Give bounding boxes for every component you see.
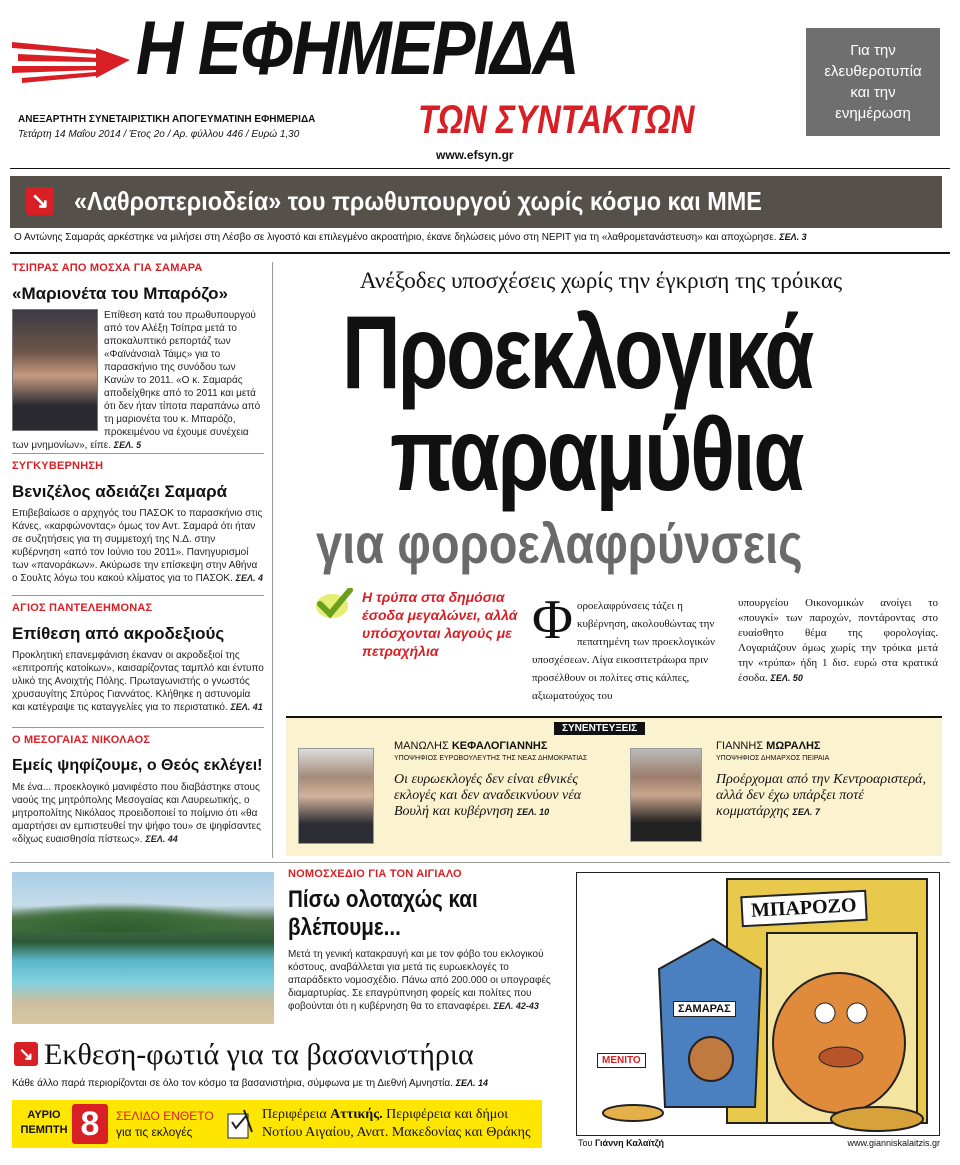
story-page-ref: ΣΕΛ. 14 — [455, 1078, 489, 1088]
pen-nib-logo-icon — [12, 36, 132, 84]
insert-region-suffix: Περιφέρεια και δήμοι — [382, 1107, 509, 1122]
story-body — [12, 781, 264, 846]
column-divider — [272, 262, 273, 858]
insert-label-line1: ΣΕΛΙΔΟ ΕΝΘΕΤΟ — [116, 1109, 214, 1123]
lead-headline-line1: Προεκλογικά — [342, 295, 813, 411]
insert-number-badge — [72, 1104, 108, 1144]
cartoon-sign-menito: ΜΕΝΙΤΟ — [597, 1053, 646, 1068]
story-body-text: Μετά τη γενική κατακραυγή και με τον φόβο του εκλογικού κόστους, αναβάλλεται για μετά τις ευρωεκλογές το απαράδεκτο νομοσχέδιο. Πάνω από 200.000 οι υπογραφές διαμαρτυρίας. Σε επαγρύπνηση φορείς και πολίτες που φοβούνται ότι η κυβέρνηση θα το επαναφέρει. — [288, 949, 551, 1012]
insert-day-name: ΠΕΜΠΤΗ — [20, 1124, 68, 1136]
story-aigialo[interactable] — [288, 868, 554, 1013]
slogan-box — [806, 28, 940, 136]
story-agios-panteleimonas[interactable] — [12, 596, 264, 728]
checkmark-icon — [314, 588, 354, 620]
story-page-ref: ΣΕΛ. 5 — [113, 440, 142, 450]
story-page-ref: ΣΕΛ. 44 — [145, 834, 178, 844]
story-kicker: ΑΓΙΟΣ ΠΑΝΤΕΛΕΗΜΟΝΑΣ — [12, 602, 153, 614]
interviewee-role: ΥΠΟΨΗΦΙΟΣ ΕΥΡΩΒΟΥΛΕΥΤΗΣ ΤΗΣ ΝΕΑΣ ΔΗΜΟΚΡΑΤΙΑΣ — [394, 755, 588, 762]
lead-headline-line2: παραμύθια — [390, 397, 803, 513]
arrow-icon: ↘ — [14, 1042, 38, 1066]
banner-subtext-body: Ο Αντώνης Σαμαράς αρκέστηκε να μιλήσει στη Λέσβο σε λιγοστό και επιλεγμένο ακροατήριο, έκανε δηλώσεις μόνο στη ΝΕΡΙΤ για τη «λαθρομετανάστευση» και αποχώρησε. — [14, 232, 777, 243]
story-kicker: ΣΥΓΚΥΒΕΡΝΗΣΗ — [12, 460, 104, 472]
banner-divider — [10, 252, 950, 254]
interview-quote — [394, 772, 614, 820]
banner-headline: «Λαθροπεριοδεία» του πρωθυπουργού χωρίς κόσμο και ΜΜΕ — [74, 186, 762, 216]
insert-regions — [262, 1106, 542, 1142]
insert-number: 8 — [80, 1105, 100, 1143]
story-body — [12, 649, 264, 714]
top-banner[interactable] — [10, 176, 942, 228]
left-column — [12, 262, 264, 846]
interviewee-name — [716, 740, 821, 752]
interviewee-first-name: ΓΙΑΝΝΗΣ — [716, 740, 764, 752]
story-body-text: Κάθε άλλο παρά περιορίζονται σε όλο τον κόσμο τα βασανιστήρια, σύμφωνα με τη Διεθνή Αμνηστία. — [12, 1078, 453, 1089]
interview-quote — [716, 772, 934, 820]
story-venizelos[interactable] — [12, 454, 264, 596]
insert-regions-line2 — [262, 1124, 542, 1142]
interview-kefalogiannis[interactable] — [298, 734, 618, 854]
story-body — [288, 948, 554, 1013]
masthead-subtitle-title: ΤΩΝ ΣΥΝΤΑΚΤΩΝ — [418, 98, 695, 142]
kefalogiannis-photo — [298, 748, 374, 844]
story-headline: Εμείς ψηφίζουμε, ο Θεός εκλέγει! — [12, 757, 263, 774]
insert-day-label: ΑΥΡΙΟ — [27, 1109, 61, 1121]
insert-region-and: και — [461, 1125, 487, 1140]
story-kicker: ΝΟΜΟΣΧΕΔΙΟ ΓΙΑ ΤΟΝ ΑΙΓΙΑΛΟ — [288, 868, 462, 880]
lead-text-col2 — [738, 596, 938, 686]
insert-region-south-aegean: Νοτίου Αιγαίου, Ανατ. Μακεδονίας — [262, 1125, 462, 1140]
story-body-text: Προκλητική επανεμφάνιση έκαναν οι ακροδεξιοί της «επιτροπής κατοίκων», καισαρίζοντας ταμπλό και έντυπο υλικό της Ανοιχτής Πόλης. Πρωταγωνιστής ο γνωστός χρυσαυγίτης Σπύρος Γιαννάτος. Κλήθηκε η αστυνομία και κατέγραψε τις καταγγελίες για το περιστατικό. — [12, 650, 264, 713]
masthead — [0, 0, 960, 170]
story-body — [12, 507, 264, 585]
lead-text-col1 — [532, 589, 728, 704]
interviewee-name — [394, 740, 547, 752]
beach-photo — [12, 872, 274, 1024]
story-tsipras[interactable] — [12, 262, 264, 454]
story-headline: Πίσω ολοταχώς και βλέπουμε... — [288, 886, 478, 941]
interview-quote-text: Οι ευρωεκλογές δεν είναι εθνικές εκλογές και δεν αναδεικνύουν νέα Βουλή και κυβέρνηση — [394, 772, 582, 819]
interview-page-ref: ΣΕΛ. 7 — [792, 807, 820, 817]
lead-story[interactable] — [286, 262, 946, 712]
masthead-title: Η ΕΦΗΜΕΡΙΔΑ — [136, 6, 578, 91]
tsipras-photo — [12, 309, 98, 431]
lead-page-ref: ΣΕΛ. 50 — [770, 673, 803, 683]
ballot-icon — [226, 1108, 254, 1140]
cartoon-sign-barroso: ΜΠΑΡΟΖΟ — [740, 890, 867, 928]
insert-strip[interactable] — [12, 1100, 542, 1148]
lead-kicker: Ανέξοδες υποσχέσεις χωρίς την έγκριση της τρόικας — [359, 268, 843, 293]
lower-divider — [10, 862, 950, 863]
insert-day — [18, 1108, 70, 1138]
interviewee-first-name: ΜΑΝΩΛΗΣ — [394, 740, 449, 752]
masthead-website[interactable]: www.efsyn.gr — [436, 148, 514, 162]
lead-dropcap: Φ — [532, 589, 573, 651]
cartoon-credit-prefix: Του — [578, 1138, 595, 1148]
insert-region-thrace: Θράκης — [486, 1125, 531, 1140]
interview-moralis[interactable] — [630, 734, 940, 854]
cartoon-website[interactable]: www.gianniskalaitzis.gr — [847, 1138, 940, 1148]
story-kicker: ΤΣΙΠΡΑΣ ΑΠΟ ΜΟΣΧΑ ΓΙΑ ΣΑΜΑΡΑ — [12, 262, 203, 274]
arrow-icon: ↘ — [26, 187, 54, 215]
interview-quote-text: Προέρχομαι από την Κεντροαριστερά, αλλά δεν έχω υπάρξει ποτέ κομματάρχης — [716, 772, 926, 819]
cartoon-sign-samaras: ΣΑΜΑΡΑΣ — [673, 1001, 736, 1017]
banner-subtext — [14, 232, 944, 243]
story-body-text: Επίθεση κατά του πρωθυπουργού από τον Αλέξη Τσίπρα μετά το αποκαλυπτικό ρεπορτάζ των «Φαϊνάνσιαλ Τάιμς» για το παρασκήνιο της συνόδου των Κανών το 2011. «Ο κ. Σαμαράς αποδείχθηκε από το 2011 και μετά ότι δεν ήταν τίποτα παραπάνω από τη μαριονέτα του κ. Μπαρόζο, προκειμένου να έχουμε συνέχεια των μνημονίων», είπε. — [12, 310, 261, 451]
interviewee-last-name: ΚΕΦΑΛΟΓΙΑΝΝΗΣ — [451, 740, 548, 752]
banner-page-ref: ΣΕΛ. 3 — [779, 232, 807, 242]
insert-region-attica: Αττικής. — [330, 1107, 383, 1122]
story-body — [12, 1078, 564, 1089]
story-headline: Βενιζέλος αδειάζει Σαμαρά — [12, 482, 228, 501]
story-headline: Επίθεση από ακροδεξιούς — [12, 624, 225, 643]
masthead-tagline: ΑΝΕΞΑΡΤΗΤΗ ΣΥΝΕΤΑΙΡΙΣΤΙΚΗ ΑΠΟΓΕΥΜΑΤΙΝΗ ΕΦΗΜΕΡΙΔΑ — [18, 114, 316, 125]
lead-callout: Η τρύπα στα δημόσια έσοδα μεγαλώνει, αλλά υπόσχονται λαγούς με πετραχήλια — [362, 589, 518, 659]
story-page-ref: ΣΕΛ. 42-43 — [493, 1001, 539, 1011]
cartoon-credit — [578, 1138, 940, 1148]
interview-page-ref: ΣΕΛ. 10 — [516, 807, 550, 817]
story-page-ref: ΣΕΛ. 4 — [235, 573, 263, 583]
story-page-ref: ΣΕΛ. 41 — [230, 702, 263, 712]
cartoon-credit-name: Γιάννη Καλαϊτζή — [594, 1138, 665, 1148]
slogan-text: Για την ελευθεροτυπία και την ενημέρωση — [824, 42, 922, 122]
insert-regions-line1 — [262, 1106, 542, 1124]
story-kicker: Ο ΜΕΣΟΓΑΙΑΣ ΝΙΚΟΛΑΟΣ — [12, 734, 151, 746]
cartoon — [576, 872, 940, 1136]
interviews-label: ΣΥΝΕΝΤΕΥΞΕΙΣ — [554, 722, 645, 735]
lead-text-col1-body: οροελαφρύνσεις τάζει η κυβέρνηση, ακολουθώντας την πεπατημένη των προεκλογικών υποσχέσεων. Λίγα εικοσιτετράωρα πριν προσέλθουν οι πολίτες στις κάλπες, αξιωματούχος του — [532, 600, 715, 702]
lead-headline-line3: για φοροελαφρύνσεις — [316, 512, 803, 575]
interviews-box — [286, 716, 942, 856]
story-headline: «Μαριονέτα του Μπαρόζο» — [12, 284, 228, 303]
story-mesogaias[interactable] — [12, 728, 264, 846]
insert-label-line2: για τις εκλογές — [116, 1125, 193, 1139]
insert-region-prefix: Περιφέρεια — [262, 1107, 331, 1122]
insert-label — [116, 1108, 214, 1140]
story-headline: Εκθεση-φωτιά για τα βασανιστήρια — [44, 1038, 474, 1071]
masthead-divider — [10, 168, 950, 169]
story-body-text: Επιβεβαίωσε ο αρχηγός του ΠΑΣΟΚ το παρασκήνιο στις Κάνες, «καρφώνοντας» όμως τον Αντ. Σαμαρά ότι ήταν σε συζητήσεις για τη συμμετοχή της Ν.Δ. στην κυβέρνηση «από τον Ιούνιο του 2011». Πανηγυρισμοί των «πανοράκων». Ακύρωσε την επίσκεψη στην Αθήνα ο Σουλτς λόγω του κακού κλίματος για το ΠΑΣΟΚ. — [12, 508, 263, 584]
lead-text-col2-body: υπουργείου Οικονομικών ανοίγει το «πουγκί» των παροχών, ποντάροντας στο ευαίσθητο θέμα της φορολογίας. Λογαριάζουν όμως χωρίς την τρόικα μετά την «τρύπα» ήδη 1 δισ. ευρώ στα κρατικά έσοδα. — [738, 597, 938, 684]
interviewee-last-name: ΜΩΡΑΛΗΣ — [766, 740, 821, 752]
story-body-text: Με ένα... προεκλογικό μανιφέστο που διαβάστηκε στους ναούς της μητρόπολης Μεσογαίας και Λαυρεωτικής, ο μητροπολίτης Νικόλαος προειδοποιεί το ποίμνιο ότι «θα αμαρτήσει αν εμπιστευθεί την ψήφο του» σε ψηφίσαντες «δίχως ευαισθησία πίστεως». — [12, 782, 261, 845]
moralis-photo — [630, 748, 702, 842]
issue-info: Τετάρτη 14 Μαΐου 2014 / Έτος 2ο / Αρ. φύλλου 446 / Ευρώ 1,30 — [18, 129, 300, 140]
interviewee-role: ΥΠΟΨΗΦΙΟΣ ΔΗΜΑΡΧΟΣ ΠΕΙΡΑΙΑ — [716, 755, 830, 762]
